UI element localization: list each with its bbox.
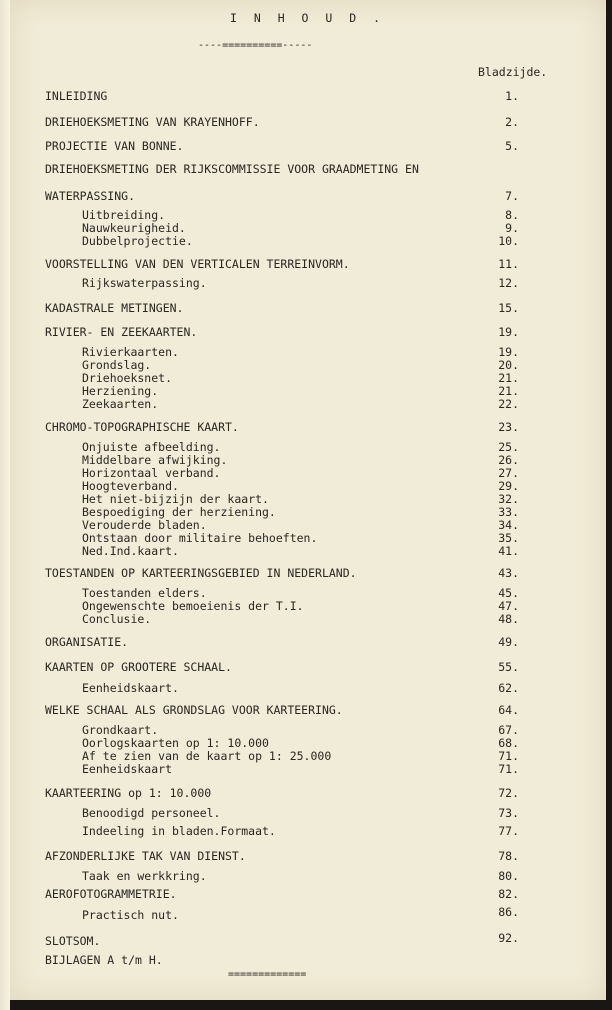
- toc-subentry-text: Rijkswaterpassing.: [82, 276, 207, 290]
- toc-entry-text: KAARTEERING op 1: 10.000: [45, 786, 212, 800]
- toc-subentry-text: Toestanden elders.: [82, 586, 207, 600]
- toc-entry-text: CHROMO-TOPOGRAPHISCHE KAART.: [45, 420, 239, 434]
- toc-entry-page: 35.: [498, 531, 519, 545]
- toc-subentry-text: Indeeling in bladen.Formaat.: [82, 824, 276, 838]
- toc-entry-page: 33.: [498, 505, 519, 519]
- toc-entry-page: 11.: [498, 257, 519, 271]
- toc-subentry-text: Bespoediging der herziening.: [82, 505, 276, 519]
- toc-entry-text: ORGANISATIE.: [45, 635, 129, 649]
- toc-entry-page: 21.: [498, 371, 519, 385]
- toc-subentry-text: Zeekaarten.: [82, 397, 159, 411]
- toc-entry-page: 19.: [498, 325, 519, 339]
- toc-subentry-text: Benoodigd personeel.: [82, 806, 221, 820]
- toc-entry-page: 55.: [498, 660, 519, 674]
- toc-entry-page: 5.: [505, 139, 519, 153]
- toc-entry-page: 32.: [498, 492, 519, 506]
- toc-entry-page: 41.: [498, 544, 519, 558]
- toc-entry-page: 86.: [498, 905, 519, 919]
- toc-subentry-text: Conclusie.: [82, 612, 152, 626]
- toc-entry-page: 71.: [498, 762, 519, 776]
- toc-entry-page: 2.: [505, 115, 519, 129]
- toc-entry-page: 22.: [498, 397, 519, 411]
- toc-entry-page: 29.: [498, 479, 519, 493]
- toc-subentry-text: Uitbreiding.: [82, 208, 166, 222]
- toc-entry-page: 7.: [505, 189, 519, 203]
- bottom-rule: =============: [228, 969, 307, 980]
- toc-subentry-text: Af te zien van de kaart op 1: 25.000: [82, 749, 332, 763]
- toc-entry-text: DRIEHOEKSMETING VAN KRAYENHOFF.: [45, 115, 260, 129]
- toc-entry-page: 43.: [498, 566, 519, 580]
- toc-entry-page: 72.: [498, 786, 519, 800]
- toc-entry-page: 15.: [498, 301, 519, 315]
- toc-entry-text: AFZONDERLIJKE TAK VAN DIENST.: [45, 849, 246, 863]
- toc-entry-text: SLOTSOM.: [45, 934, 101, 948]
- toc-subentry-text: Onjuiste afbeelding.: [82, 440, 221, 454]
- toc-subentry-text: Eenheidskaart.: [82, 681, 179, 695]
- toc-entry-page: 68.: [498, 736, 519, 750]
- toc-entry-text: BIJLAGEN A t/m H.: [45, 953, 163, 967]
- toc-entry-page: 80.: [498, 869, 519, 883]
- toc-entry-page: 23.: [498, 420, 519, 434]
- toc-entry-page: 20.: [498, 358, 519, 372]
- page-title: I N H O U D .: [230, 11, 386, 25]
- toc-entry-text: WELKE SCHAAL ALS GRONDSLAG VOOR KARTEERING.: [45, 703, 343, 717]
- toc-subentry-text: Oorlogskaarten op 1: 10.000: [82, 736, 269, 750]
- toc-subentry-text: Dubbelprojectie.: [82, 234, 193, 248]
- toc-subentry-text: Rivierkaarten.: [82, 345, 179, 359]
- toc-subentry-text: Driehoeksnet.: [82, 371, 173, 385]
- toc-entry-page: 64.: [498, 703, 519, 717]
- toc-entry-page: 67.: [498, 723, 519, 737]
- toc-entry-text: RIVIER- EN ZEEKAARTEN.: [45, 325, 198, 339]
- toc-entry-page: 1.: [505, 89, 519, 103]
- toc-subentry-text: Ontstaan door militaire behoeften.: [82, 531, 318, 545]
- toc-subentry-text: Het niet-bijzijn der kaart.: [82, 492, 269, 506]
- toc-entry-page: 48.: [498, 612, 519, 626]
- toc-entry-page: 12.: [498, 276, 519, 290]
- toc-subentry-text: Ned.Ind.kaart.: [82, 544, 179, 558]
- toc-entry-page: 82.: [498, 887, 519, 901]
- toc-subentry-text: Grondkaart.: [82, 723, 159, 737]
- toc-entry-page: 8.: [505, 208, 519, 222]
- toc-subentry-text: Ongewenschte bemoeienis der T.I.: [82, 599, 304, 613]
- toc-entry-text: PROJECTIE VAN BONNE.: [45, 139, 184, 153]
- toc-entry-page: 26.: [498, 453, 519, 467]
- toc-subentry-text: Middelbare afwijking.: [82, 453, 228, 467]
- toc-entry-page: 25.: [498, 440, 519, 454]
- toc-entry-page: 62.: [498, 681, 519, 695]
- toc-entry-page: 49.: [498, 635, 519, 649]
- toc-entry-page: 73.: [498, 806, 519, 820]
- toc-subentry-text: Practisch nut.: [82, 908, 179, 922]
- toc-entry-text: INLEIDING: [45, 89, 108, 103]
- toc-subentry-text: Eenheidskaart: [82, 762, 173, 776]
- toc-entry-page: 27.: [498, 466, 519, 480]
- toc-entry-page: 10.: [498, 234, 519, 248]
- toc-subentry-text: Taak en werkkring.: [82, 869, 207, 883]
- toc-entry-page: 21.: [498, 384, 519, 398]
- page-binding: [0, 0, 10, 1010]
- toc-entry-page: 92.: [498, 931, 519, 945]
- toc-entry-page: 77.: [498, 824, 519, 838]
- toc-entry-page: 45.: [498, 586, 519, 600]
- toc-entry-text: VOORSTELLING VAN DEN VERTICALEN TERREINVORM.: [45, 257, 350, 271]
- toc-subentry-text: Verouderde bladen.: [82, 518, 207, 532]
- toc-subentry-text: Grondslag.: [82, 358, 152, 372]
- toc-entry-page: 78.: [498, 849, 519, 863]
- toc-entry-text: DRIEHOEKSMETING DER RIJKSCOMMISSIE VOOR GRAADMETING EN: [45, 162, 419, 176]
- toc-entry-text: TOESTANDEN OP KARTEERINGSGEBIED IN NEDERLAND.: [45, 566, 357, 580]
- toc-subentry-text: Herziening.: [82, 384, 159, 398]
- toc-subentry-text: Hoogteverband.: [82, 479, 179, 493]
- toc-entry-page: 71.: [498, 749, 519, 763]
- toc-entry-text: AEROFOTOGRAMMETRIE.: [45, 887, 177, 901]
- toc-subentry-text: Nauwkeurigheid.: [82, 221, 186, 235]
- page-column-header: Bladzijde.: [478, 65, 548, 79]
- toc-entry-page: 34.: [498, 518, 519, 532]
- top-rule: ----==========-----: [198, 40, 313, 51]
- toc-entry-text: KADASTRALE METINGEN.: [45, 301, 184, 315]
- toc-entry-text: KAARTEN OP GROOTERE SCHAAL.: [45, 660, 232, 674]
- toc-subentry-text: Horizontaal verband.: [82, 466, 221, 480]
- toc-entry-page: 47.: [498, 599, 519, 613]
- toc-entry-page: 9.: [505, 221, 519, 235]
- toc-entry-text: WATERPASSING.: [45, 189, 136, 203]
- toc-entry-page: 19.: [498, 345, 519, 359]
